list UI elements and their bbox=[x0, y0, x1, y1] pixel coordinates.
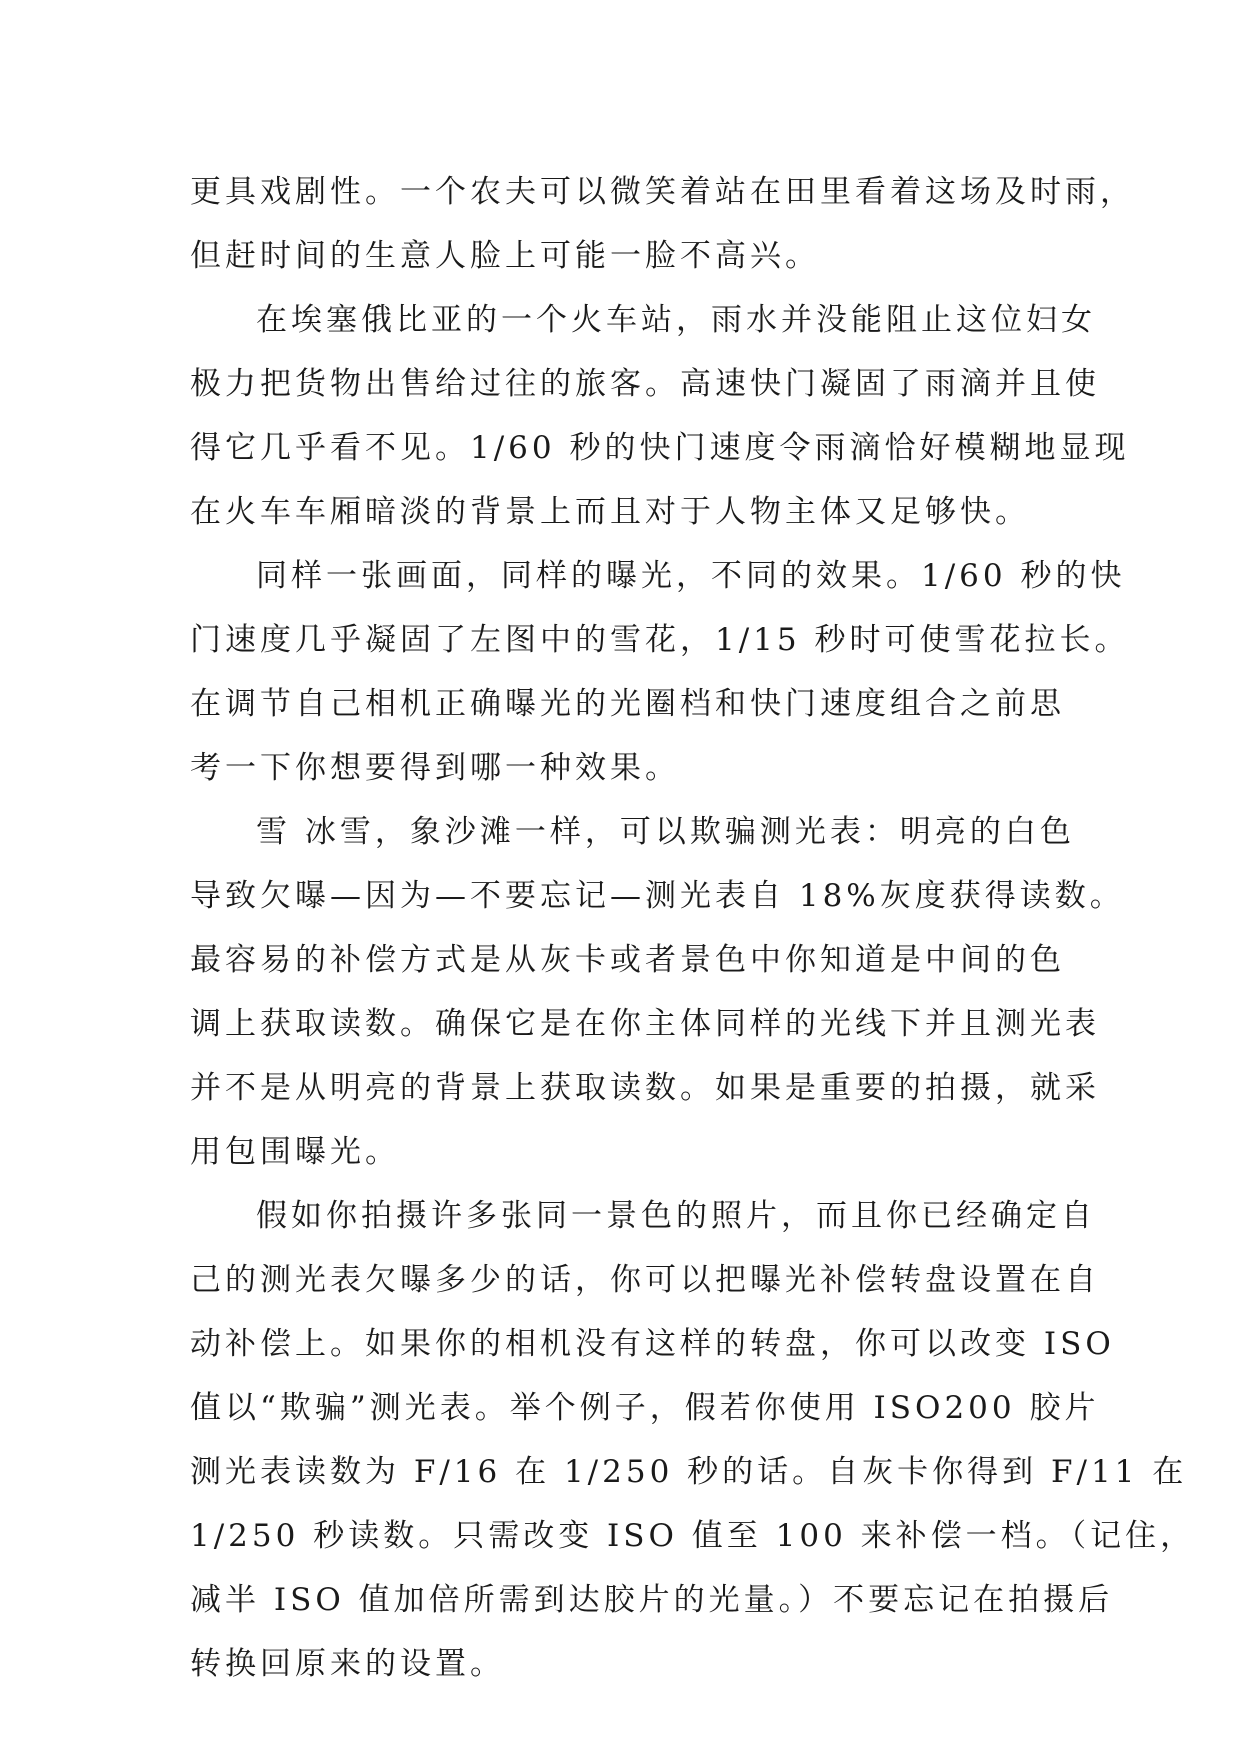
text-line: 并不是从明亮的背景上获取读数。如果是重要的拍摄，就采 bbox=[190, 1070, 1100, 1106]
text-line: 极力把货物出售给过往的旅客。高速快门凝固了雨滴并且使 bbox=[190, 366, 1100, 402]
paragraph-1 bbox=[190, 160, 1135, 288]
paragraph-5 bbox=[190, 1184, 1196, 1696]
text-line: 在火车车厢暗淡的背景上而且对于人物主体又足够快。 bbox=[190, 494, 1030, 530]
text-line: 调上获取读数。确保它是在你主体同样的光线下并且测光表 bbox=[190, 1006, 1100, 1042]
text-line: 动补偿上。如果你的相机没有这样的转盘，你可以改变 ISO bbox=[190, 1326, 1115, 1362]
text-line: 雪 冰雪，象沙滩一样，可以欺骗测光表：明亮的白色 bbox=[256, 814, 1075, 850]
text-line: 用包围曝光。 bbox=[190, 1134, 400, 1170]
paragraph-2 bbox=[190, 288, 1130, 544]
text-line: 减半 ISO 值加倍所需到达胶片的光量。）不要忘记在拍摄后 bbox=[190, 1582, 1114, 1618]
text-line: 1/250 秒读数。只需改变 ISO 值至 100 来补偿一档。（记住， bbox=[190, 1518, 1196, 1554]
text-line: 测光表读数为 F/16 在 1/250 秒的话。自灰卡你得到 F/11 在 bbox=[190, 1454, 1188, 1490]
text-line: 假如你拍摄许多张同一景色的照片，而且你已经确定自 bbox=[256, 1198, 1096, 1234]
text-line: 门速度几乎凝固了左图中的雪花，1/15 秒时可使雪花拉长。 bbox=[190, 622, 1130, 658]
text-line: 同样一张画面，同样的曝光，不同的效果。1/60 秒的快 bbox=[256, 558, 1126, 594]
text-line: 在调节自己相机正确曝光的光圈档和快门速度组合之前思 bbox=[190, 686, 1065, 722]
text-line: 更具戏剧性。一个农夫可以微笑着站在田里看着这场及时雨， bbox=[190, 174, 1135, 210]
text-line: 得它几乎看不见。1/60 秒的快门速度令雨滴恰好模糊地显现 bbox=[190, 430, 1130, 466]
document-page bbox=[190, 160, 1196, 1696]
text-line: 值以“欺骗”测光表。举个例子，假若你使用 ISO200 胶片 bbox=[190, 1390, 1100, 1426]
text-line: 己的测光表欠曝多少的话，你可以把曝光补偿转盘设置在自 bbox=[190, 1262, 1100, 1298]
text-line: 考一下你想要得到哪一种效果。 bbox=[190, 750, 680, 786]
text-line: 在埃塞俄比亚的一个火车站，雨水并没能阻止这位妇女 bbox=[256, 302, 1096, 338]
text-line: 最容易的补偿方式是从灰卡或者景色中你知道是中间的色 bbox=[190, 942, 1065, 978]
text-line: 导致欠曝—因为—不要忘记—测光表自 18%灰度获得读数。 bbox=[190, 878, 1125, 914]
text-line: 但赶时间的生意人脸上可能一脸不高兴。 bbox=[190, 238, 820, 274]
paragraph-4 bbox=[190, 800, 1125, 1184]
text-line: 转换回原来的设置。 bbox=[190, 1646, 505, 1682]
paragraph-3 bbox=[190, 544, 1130, 800]
